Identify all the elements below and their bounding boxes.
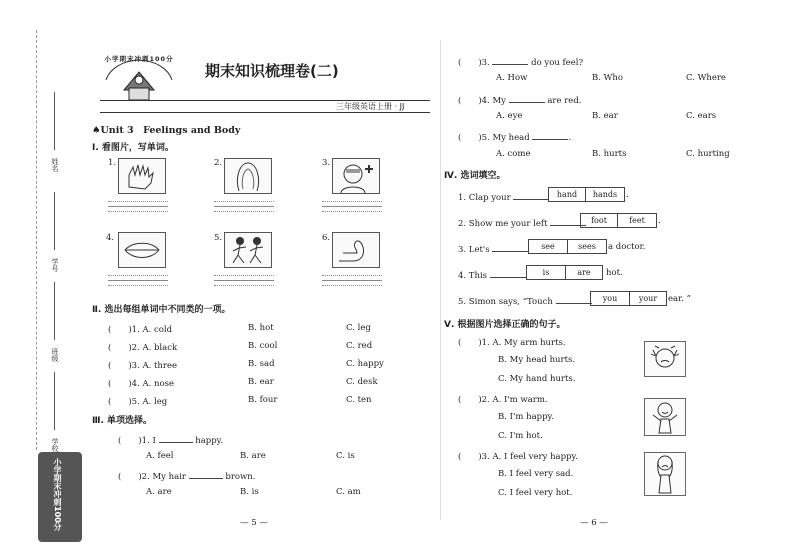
page-number-right: — 6 — bbox=[580, 518, 608, 528]
option-b: B. four bbox=[248, 395, 278, 405]
option-c: C. Where bbox=[686, 73, 726, 83]
option-b: B. is bbox=[240, 487, 259, 497]
option-b: B. cool bbox=[248, 341, 278, 351]
odd-item: ( )2. A. black bbox=[108, 343, 178, 353]
arm-icon bbox=[332, 232, 380, 268]
page-number-left: — 5 — bbox=[240, 518, 268, 528]
option-a: A. How bbox=[496, 73, 528, 83]
fill-item: 1. Clap your bbox=[458, 190, 549, 203]
word-box: is are bbox=[526, 265, 603, 280]
odd-item: ( )1. A. cold bbox=[108, 325, 173, 335]
fill-post: ear. ” bbox=[668, 294, 691, 304]
option-b: B. My head hurts. bbox=[498, 355, 576, 365]
fill-post: hot. bbox=[606, 268, 623, 278]
fill-post: . bbox=[658, 216, 661, 226]
fill-post: . bbox=[626, 190, 629, 200]
running-kids-icon bbox=[224, 232, 272, 268]
sad-girl-icon bbox=[644, 452, 686, 496]
side-banner: 小学期末冲刺100分 bbox=[38, 452, 82, 542]
unit-title: ♠Unit 3 Feelings and Body bbox=[92, 125, 241, 136]
fill-post: a doctor. bbox=[608, 242, 646, 252]
option-b: B. hot bbox=[248, 323, 274, 333]
option-c: C. leg bbox=[346, 323, 371, 333]
section-1-title: Ⅰ. 看图片，写单词。 bbox=[92, 143, 174, 153]
option-b: B. ear bbox=[248, 377, 274, 387]
header-rule-bottom bbox=[100, 112, 430, 113]
mc-question: ( )5. My head . bbox=[458, 130, 571, 143]
word-box: hand hands bbox=[548, 187, 625, 202]
picture-num: 5. bbox=[214, 233, 223, 243]
word-box: you your bbox=[590, 291, 667, 306]
option-c: C. red bbox=[346, 341, 373, 351]
option-b: B. hurts bbox=[592, 149, 627, 159]
option-c: C. I'm hot. bbox=[498, 431, 543, 441]
mc-question: ( )1. I happy. bbox=[118, 433, 223, 446]
picture-num: 1. bbox=[108, 158, 117, 168]
sick-man-icon bbox=[332, 158, 380, 194]
word-box: see sees bbox=[528, 239, 607, 254]
picture-num: 4. bbox=[106, 233, 115, 243]
picture-num: 6. bbox=[322, 233, 331, 243]
option-c: C. am bbox=[336, 487, 361, 497]
page-divider bbox=[440, 40, 441, 520]
side-divider-line bbox=[36, 30, 37, 450]
odd-item: ( )5. A. leg bbox=[108, 397, 168, 407]
section-5-title: Ⅴ. 根据图片选择正确的句子。 bbox=[444, 320, 566, 330]
picture-choice-item: ( )2. A. I'm warm. bbox=[458, 395, 548, 405]
option-a: A. eye bbox=[496, 111, 523, 121]
picture-choice-item: ( )3. A. I feel very happy. bbox=[458, 452, 578, 462]
option-c: C. desk bbox=[346, 377, 378, 387]
option-b: B. Who bbox=[592, 73, 623, 83]
option-a: A. come bbox=[496, 149, 531, 159]
option-b: B. are bbox=[240, 451, 266, 461]
option-c: C. hurting bbox=[686, 149, 730, 159]
option-c: C. My hand hurts. bbox=[498, 374, 576, 384]
hand-icon bbox=[118, 158, 166, 194]
hair-icon bbox=[224, 158, 272, 194]
section-2-title: Ⅱ. 选出每组单词中不同类的一项。 bbox=[92, 305, 231, 315]
option-c: C. I feel very hot. bbox=[498, 488, 573, 498]
option-c: C. ten bbox=[346, 395, 372, 405]
mc-question: ( )3. do you feel? bbox=[458, 55, 583, 68]
option-b: B. ear bbox=[592, 111, 618, 121]
odd-item: ( )4. A. nose bbox=[108, 379, 174, 389]
picture-num: 2. bbox=[214, 158, 223, 168]
picture-choice-item: ( )1. A. My arm hurts. bbox=[458, 338, 566, 348]
option-c: C. ears bbox=[686, 111, 717, 121]
mc-question: ( )4. My are red. bbox=[458, 93, 581, 106]
fill-item: 5. Simon says, “Touch bbox=[458, 294, 592, 307]
picture-num: 3. bbox=[322, 158, 331, 168]
mouth-icon bbox=[118, 232, 166, 268]
logo: 小学期末冲刺100分 bbox=[100, 50, 178, 102]
fill-item: 3. Let's bbox=[458, 242, 528, 255]
mc-question: ( )2. My hair brown. bbox=[118, 469, 255, 482]
option-c: C. is bbox=[336, 451, 355, 461]
happy-girl-icon bbox=[644, 398, 686, 436]
section-4-title: Ⅳ. 选词填空。 bbox=[444, 171, 506, 181]
option-b: B. I'm happy. bbox=[498, 412, 554, 422]
odd-item: ( )3. A. three bbox=[108, 361, 178, 371]
option-c: C. happy bbox=[346, 359, 384, 369]
option-b: B. I feel very sad. bbox=[498, 469, 574, 479]
head-hurts-girl-icon bbox=[644, 341, 686, 377]
option-a: A. are bbox=[146, 487, 172, 497]
word-box: foot feet bbox=[580, 213, 657, 228]
side-margin: 姓名 学号 班级 学校 小学期末冲刺100分 bbox=[0, 0, 40, 560]
page-title: 期末知识梳理卷(二) bbox=[205, 62, 339, 80]
option-b: B. sad bbox=[248, 359, 275, 369]
option-a: A. feel bbox=[146, 451, 174, 461]
page-subtitle: 三年级英语上册 · JJ bbox=[336, 102, 405, 111]
section-3-title: Ⅲ. 单项选择。 bbox=[92, 416, 153, 426]
fill-item: 2. Show me your left bbox=[458, 216, 586, 229]
fill-item: 4. This bbox=[458, 268, 526, 281]
